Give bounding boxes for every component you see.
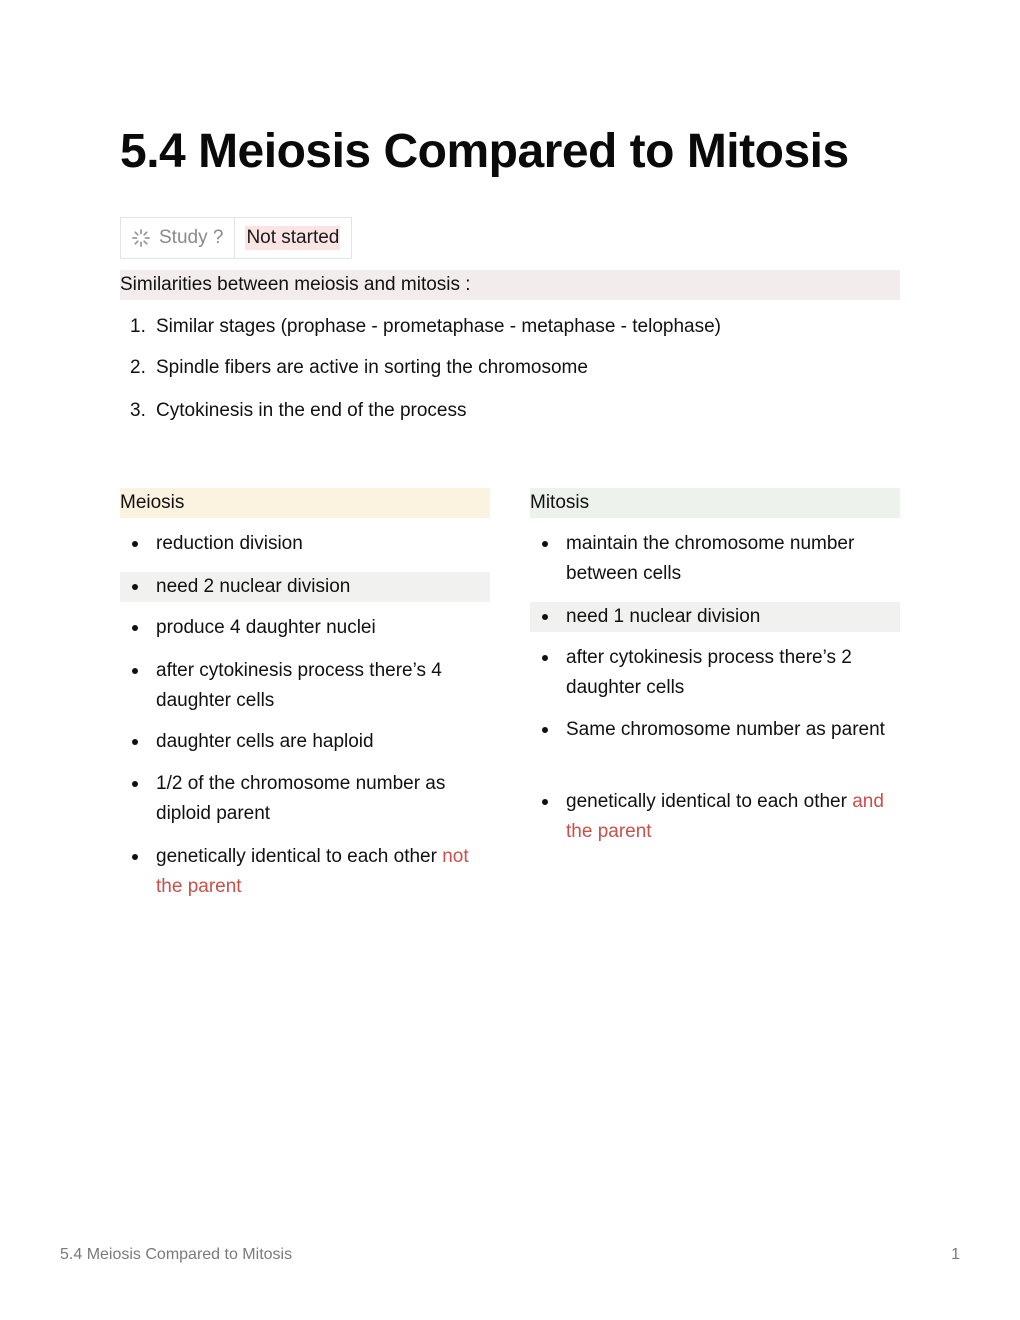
- item-text: [156, 842, 490, 902]
- property-label: Study ?: [159, 227, 224, 248]
- numbered-item: [120, 312, 900, 342]
- bullet-icon: [132, 854, 138, 860]
- list-item-highlighted: [530, 602, 900, 632]
- list-item: [120, 529, 490, 559]
- item-text: Spindle fibers are active in sorting the chromosome: [156, 357, 588, 378]
- bullet-icon: [542, 727, 548, 733]
- item-text: after cytokinesis process there’s 4 daughter cells: [156, 660, 442, 711]
- item-plain-text: genetically identical to each other: [156, 846, 443, 867]
- numbered-item: [120, 353, 900, 383]
- property-name-cell: [121, 218, 235, 258]
- bullet-icon: [132, 625, 138, 631]
- study-property[interactable]: [120, 217, 352, 259]
- page-title: 5.4 Meiosis Compared to Mitosis: [120, 125, 849, 178]
- page-number: 1: [951, 1246, 960, 1263]
- item-plain-text: genetically identical to each other: [566, 791, 853, 812]
- bullet-icon: [542, 614, 548, 620]
- numbered-item: [120, 396, 900, 426]
- item-text: daughter cells are haploid: [156, 731, 374, 752]
- item-text: need 1 nuclear division: [566, 606, 761, 627]
- item-text: [566, 787, 900, 847]
- list-item: [120, 613, 490, 643]
- bullet-icon: [132, 739, 138, 745]
- status-badge[interactable]: Not started: [246, 227, 340, 248]
- bullet-icon: [542, 541, 548, 547]
- item-text: need 2 nuclear division: [156, 576, 351, 597]
- bullet-icon: [132, 781, 138, 787]
- item-text: Cytokinesis in the end of the process: [156, 400, 467, 421]
- item-text: Similar stages (prophase - prometaphase - metaphase - telophase): [156, 316, 722, 337]
- loading-spinner-icon: [131, 228, 151, 248]
- list-item: [120, 842, 490, 902]
- item-text: produce 4 daughter nuclei: [156, 617, 376, 638]
- similarities-heading: Similarities between meiosis and mitosis :: [120, 270, 900, 300]
- list-item: [530, 715, 900, 745]
- footer-title: 5.4 Meiosis Compared to Mitosis: [60, 1246, 293, 1263]
- list-item-highlighted: [120, 572, 490, 602]
- bullet-icon: [542, 655, 548, 661]
- item-text: 1/2 of the chromosome number as diploid parent: [156, 773, 446, 824]
- list-item: [530, 529, 900, 589]
- bullet-icon: [542, 799, 548, 805]
- item-text: Same chromosome number as parent: [566, 719, 885, 740]
- list-item: [530, 643, 900, 703]
- item-number: 2.: [130, 357, 146, 378]
- item-number: 1.: [130, 316, 146, 337]
- list-item: [530, 787, 900, 847]
- list-item: [120, 727, 490, 757]
- meiosis-heading: Meiosis: [120, 488, 490, 518]
- item-text: maintain the chromosome number between cells: [566, 533, 855, 584]
- list-item: [120, 769, 490, 829]
- property-value-cell[interactable]: [235, 218, 351, 258]
- item-emphasis-text: and the parent: [566, 791, 884, 842]
- list-item: [120, 656, 490, 716]
- bullet-icon: [132, 668, 138, 674]
- item-text: after cytokinesis process there’s 2 daughter cells: [566, 647, 852, 698]
- bullet-icon: [132, 584, 138, 590]
- mitosis-heading: Mitosis: [530, 488, 900, 518]
- item-number: 3.: [130, 400, 146, 421]
- bullet-icon: [132, 541, 138, 547]
- item-text: reduction division: [156, 533, 303, 554]
- item-emphasis-text: not the parent: [156, 846, 469, 897]
